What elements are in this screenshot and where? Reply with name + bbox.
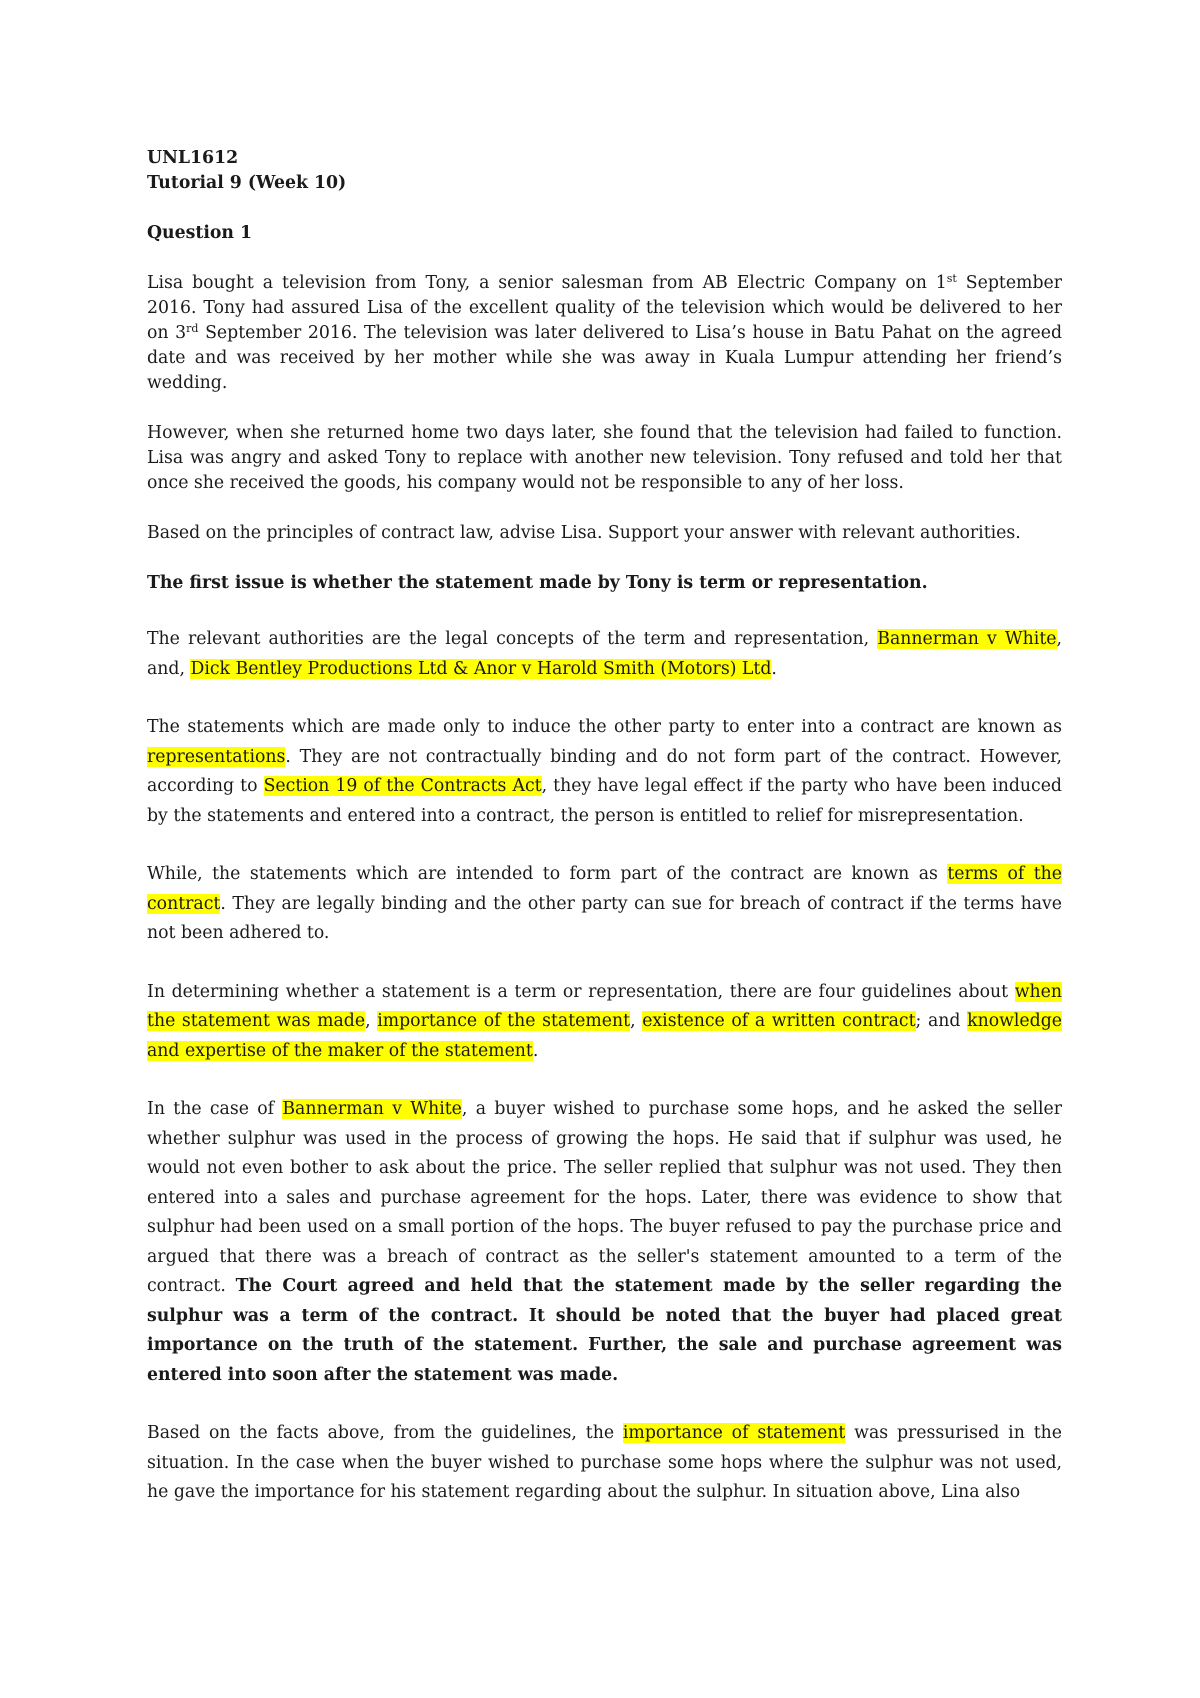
course-code: UNL1612	[147, 148, 239, 168]
text-segment: . They are legally binding and the other party can sue for breach of contract if the terms have not been adhered to.	[147, 893, 1062, 943]
text-segment: The relevant authorities are the legal concepts of the term and representation,	[147, 629, 878, 649]
text-segment: , a buyer wished to purchase some hops, and he asked the seller whether sulphur was used in the process of growing the hops. He said that if sulphur was used, he would not even bother to ask about the price. The seller replied that sulphur was not used. They then entered into a sales and purchase agreement for the hops. Later, there was evidence to show that sulphur had been used on a small portion of the hops. The buyer refused to pay the purchase price and argued that there was a breach of contract as the seller's statement amounted to a term of the contract.	[147, 1099, 1062, 1296]
terms-paragraph	[147, 860, 1062, 949]
court-holding: The Court agreed and held that the statement made by the seller regarding the sulphur was a term of the contract. It should be noted that the buyer had placed great importance on the truth of the statement. Further, the sale and purchase agreement was entered into soon after the statement was made.	[147, 1276, 1062, 1385]
text-segment: September 2016. Tony had assured Lisa of the excellent quality of the television which would be delivered to her on 3	[147, 273, 1062, 343]
highlighted-case-name: Bannerman v White	[877, 629, 1057, 649]
authorities-paragraph	[147, 625, 1062, 684]
text-segment: In the case of	[147, 1099, 283, 1119]
facts-paragraph-2: However, when she returned home two days later, she found that the television had failed to function. Lisa was angry and asked Tony to replace with another new television. Tony refused and told her that once she received the goods, his company would not be responsible to any of her loss.	[147, 423, 1062, 493]
text-segment: .	[771, 658, 777, 679]
text-segment: , they have legal effect if the party who have been induced by the statements and entered into a contract, the person is entitled to relief for misrepresentation.	[147, 776, 1062, 826]
text-segment: September 2016. The television was later delivered to Lisa’s house in Batu Pahat on the agreed date and was received by her mother while she was away in Kuala Lumpur attending her friend’s wedding.	[147, 323, 1063, 393]
text-segment: Based on the facts above, from the guidelines, the	[147, 1423, 623, 1443]
issue-heading: The first issue is whether the statement made by Tony is term or representation.	[147, 573, 928, 593]
text-segment: ; and	[915, 1011, 968, 1031]
document-page	[147, 146, 1062, 1508]
text-segment: Lisa bought a television from Tony, a senior salesman from AB Electric Company on 1	[147, 273, 947, 293]
highlighted-term: representations	[147, 746, 286, 767]
text-segment: The statements which are made only to induce the other party to enter into a contract are known as	[147, 717, 1062, 737]
text-segment: In determining whether a statement is a term or representation, there are four guidelines about	[147, 981, 1015, 1002]
guidelines-paragraph	[147, 978, 1062, 1067]
highlighted-guideline: existence of a written contract	[642, 1011, 916, 1031]
ordinal-suffix: rd	[186, 322, 199, 335]
ordinal-suffix: st	[946, 272, 957, 285]
highlighted-guideline: knowledge and expertise of the maker of the statement	[147, 1011, 1062, 1061]
representation-paragraph	[147, 713, 1062, 831]
facts-paragraph-3: Based on the principles of contract law, advise Lisa. Support your answer with relevant authorities.	[147, 523, 1021, 543]
text-segment: . They are not contractually binding and do not form part of the contract. However, according to	[147, 746, 1062, 796]
highlighted-guideline: importance of the statement	[377, 1011, 631, 1031]
text-segment: was pressurised in the situation. In the case when the buyer wished to purchase some hops where the sulphur was not used, he gave the importance for his statement regarding about the sulphur. In situation above, Lina also	[147, 1423, 1062, 1502]
case-paragraph	[147, 1095, 1062, 1390]
facts-paragraph-1	[147, 271, 1062, 396]
highlighted-guideline: importance of statement	[622, 1423, 846, 1443]
tutorial-title: Tutorial 9 (Week 10)	[147, 173, 347, 193]
highlighted-case-name: Dick Bentley Productions Ltd & Anor v Harold Smith (Motors) Ltd	[190, 658, 772, 679]
question-title: Question 1	[147, 223, 253, 243]
text-segment: While, the statements which are intended to form part of the contract are known as	[147, 864, 948, 884]
text-segment: ,	[365, 1011, 378, 1031]
highlighted-term: terms of the contract	[147, 864, 1062, 914]
highlighted-case-name: Bannerman v White	[282, 1099, 462, 1119]
highlighted-statute: Section 19 of the Contracts Act	[263, 776, 542, 796]
highlighted-guideline: when the statement was made	[147, 981, 1062, 1031]
text-segment: ,	[630, 1011, 643, 1031]
text-segment: .	[532, 1040, 539, 1061]
application-paragraph	[147, 1419, 1062, 1508]
text-segment: , and,	[147, 629, 1062, 679]
